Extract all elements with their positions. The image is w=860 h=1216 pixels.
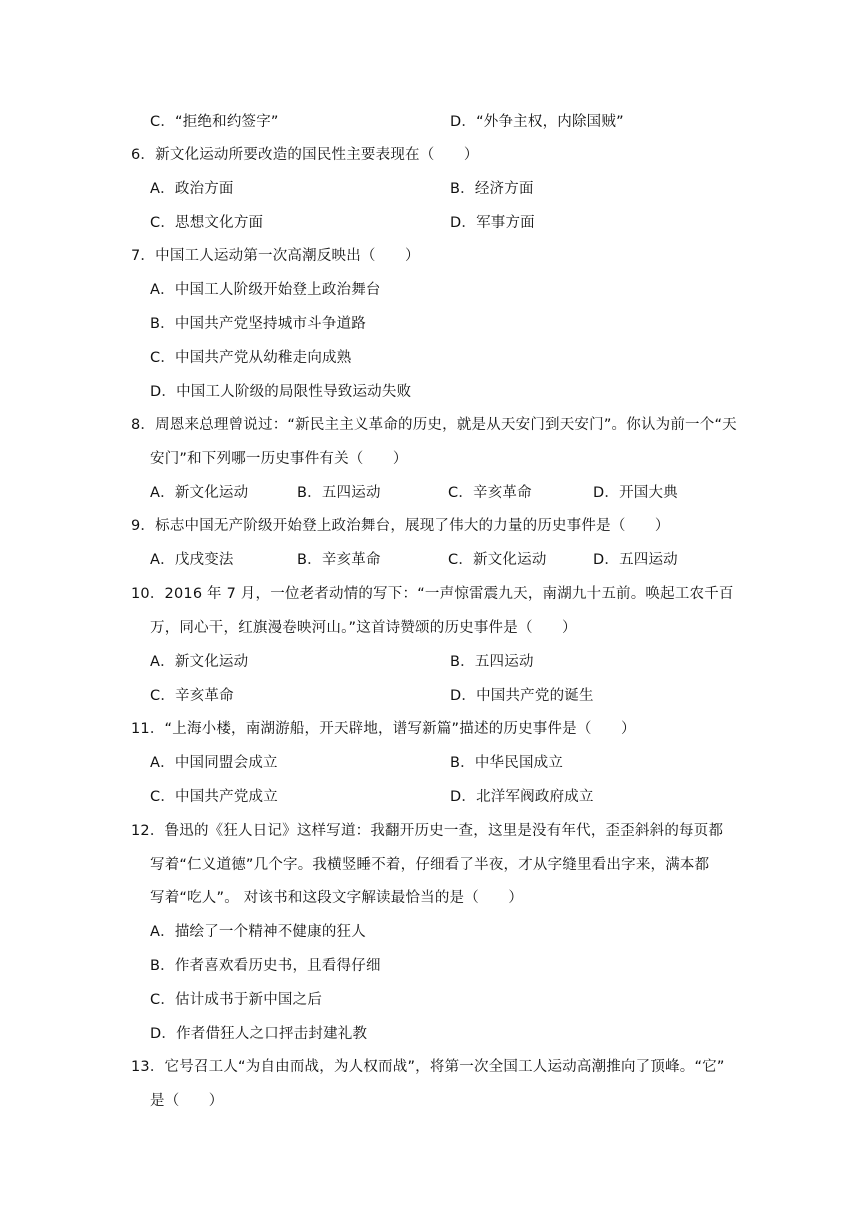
q13-stem-line1: 13．它号召工人“为自由而战，为人权而战”，将第一次全国工人运动高潮推向了顶峰。“它”: [131, 1059, 725, 1075]
q9-option-a: A．戊戌变法: [150, 552, 234, 568]
q10-option-d: D．中国共产党的诞生: [450, 688, 594, 704]
q8-option-a: A．新文化运动: [150, 485, 249, 501]
q8-option-c: C．辛亥革命: [448, 485, 532, 501]
q13-stem-line2: 是（ ）: [150, 1093, 224, 1109]
q12-stem-line3: 写着“吃人”。 对该书和这段文字解读最恰当的是（ ）: [150, 890, 524, 906]
q11-option-b: B．中华民国成立: [450, 755, 564, 771]
q12-stem-line1: 12．鲁迅的《狂人日记》这样写道：我翻开历史一查，这里是没有年代，歪歪斜斜的每页都: [131, 823, 724, 839]
q8-stem-line2: 安门”和下列哪一历史事件有关（ ）: [150, 451, 408, 467]
q11-option-a: A．中国同盟会成立: [150, 755, 278, 771]
q6-option-b: B．经济方面: [450, 181, 534, 197]
q10-option-c: C．辛亥革命: [150, 688, 234, 704]
q12-option-c: C．估计成书于新中国之后: [150, 992, 323, 1008]
q7-option-c: C．中国共产党从幼稚走向成熟: [150, 350, 352, 366]
q6-option-a: A．政治方面: [150, 181, 234, 197]
q8-option-b: B．五四运动: [297, 485, 381, 501]
q9-option-d: D．五四运动: [593, 552, 678, 568]
q9-stem: 9．标志中国无产阶级开始登上政治舞台，展现了伟大的力量的历史事件是（ ）: [131, 518, 670, 534]
q11-option-c: C．中国共产党成立: [150, 789, 278, 805]
q11-option-d: D．北洋军阀政府成立: [450, 789, 594, 805]
q12-option-b: B．作者喜欢看历史书，且看得仔细: [150, 958, 381, 974]
q12-stem-line2: 写着“仁义道德”几个字。我横竖睡不着，仔细看了半夜，才从字缝里看出字来，满本都: [150, 857, 710, 873]
q9-option-b: B．辛亥革命: [297, 552, 381, 568]
q10-stem-line1: 10．2016 年 7 月，一位老者动情的写下：“一声惊雷震九天，南湖九十五前。唤起工农千百: [131, 586, 734, 602]
q6-stem: 6．新文化运动所要改造的国民性主要表现在（ ）: [131, 147, 479, 163]
q8-stem-line1: 8．周恩来总理曾说过：“新民主主义革命的历史，就是从天安门到天安门”。你认为前一个“天: [131, 417, 737, 433]
q10-stem-line2: 万，同心干，红旗漫卷映河山。”这首诗赞颂的历史事件是（ ）: [150, 620, 577, 636]
q7-option-d: D．中国工人阶级的局限性导致运动失败: [150, 384, 412, 400]
q10-option-a: A．新文化运动: [150, 654, 249, 670]
q10-option-b: B．五四运动: [450, 654, 534, 670]
q5-option-c: C．“拒绝和约签字”: [150, 114, 279, 130]
q7-option-b: B．中国共产党坚持城市斗争道路: [150, 316, 366, 332]
q6-option-c: C．思想文化方面: [150, 215, 264, 231]
q5-option-d: D．“外争主权，内除国贼”: [450, 114, 624, 130]
q11-stem: 11．“上海小楼，南湖游船，开天辟地，谱写新篇”描述的历史事件是（ ）: [131, 721, 636, 737]
q12-option-a: A．描绘了一个精神不健康的狂人: [150, 924, 366, 940]
q9-option-c: C．新文化运动: [448, 552, 547, 568]
q7-option-a: A．中国工人阶级开始登上政治舞台: [150, 282, 381, 298]
q7-stem: 7．中国工人运动第一次高潮反映出（ ）: [131, 248, 420, 264]
q12-option-d: D．作者借狂人之口抨击封建礼教: [150, 1026, 368, 1042]
q8-option-d: D．开国大典: [593, 485, 678, 501]
q6-option-d: D．军事方面: [450, 215, 535, 231]
